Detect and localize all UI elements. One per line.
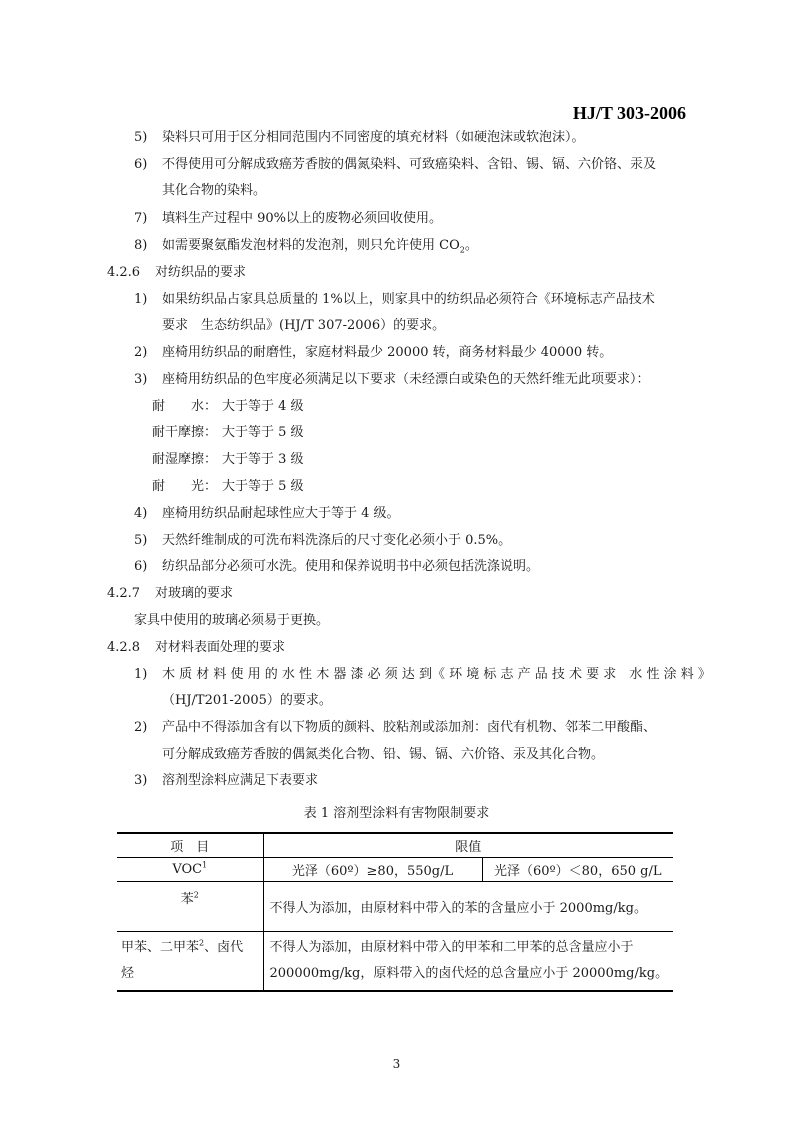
fastness-value: 大于等于 5 级 [222,425,304,440]
fastness-label: 耐干摩擦： [152,425,218,440]
toluene-label: 甲苯、二甲苯$^2$、卤代 烃 [117,931,263,991]
fastness-value: 大于等于 3 级 [222,452,304,467]
item-number: 2) [134,345,148,360]
item-number: 7) [134,211,148,226]
table-row [117,881,673,931]
item-text: 不得使用可分解成致癌芳香胺的偶氮染料、可致癌染料、含铅、锡、镉、六价铬、汞及 [162,157,657,172]
header-limit: 限值 [263,833,673,857]
item-number: 6) [134,157,148,172]
item-number: 5) [134,533,148,548]
item-text: 染料只可用于区分相同范围内不同密度的填充材料（如硬泡沫或软泡沫）。 [162,130,585,145]
standard-code: HJ/T 303-2006 [572,103,686,123]
fastness-value: 大于等于 4 级 [222,399,304,414]
fastness-label: 耐湿摩擦： [152,452,218,467]
voc-limit-high-gloss: 光泽（60º）≥80，550g/L [263,857,482,881]
section-title: 对材料表面处理的要求 [155,640,286,655]
limits-table [117,832,673,992]
fastness-label: 耐 光： [152,479,218,494]
section-number: 4.2.7 [107,586,141,601]
item-text: 填料生产过程中 90%以上的废物必须回收使用。 [162,211,443,226]
section-number: 4.2.6 [107,265,141,280]
item-number: 3) [134,372,148,387]
item-number: 2) [134,720,148,735]
item-text: 座椅用纺织品的色牢度必须满足以下要求（未经漂白或染色的天然纤维无此项要求）： [162,372,650,387]
section-title: 对纺织品的要求 [155,265,247,280]
section-body: 家具中使用的玻璃必须易于更换。 [134,613,330,628]
benzene-limit: 不得人为添加，由原材料中带入的苯的含量应小于 2000mg/kg。 [263,881,673,931]
page-number: 3 [392,1057,401,1071]
item-text: 木 质 材 料 使 用 的 水 性 木 器 漆 必 须 达 到《 环 境 标 志 产 品 技 术 要 求 水 性 涂 料 》 [162,667,711,682]
table-row [117,931,673,991]
item-number: 1) [134,292,148,307]
item-text: 产品中不得添加含有以下物质的颜料、胶粘剂或添加剂：卤代有机物、邻苯二甲酸酯、 [162,720,657,735]
benzene-label: 苯$^2$ [117,881,263,931]
table-caption: 表 1 溶剂型涂料有害物限制要求 [303,806,490,821]
item-text: 可分解成致癌芳香胺的偶氮类化合物、铅、锡、镉、六价铬、汞及其化合物。 [162,747,605,762]
table-header-row [117,833,673,857]
voc-limit-low-gloss: 光泽（60º）＜80，650 g/L [482,857,673,881]
item-number: 3) [134,773,148,788]
item-text: 纺织品部分必须可水洗。使用和保养说明书中必须包括洗涤说明。 [162,559,540,574]
toluene-limit: 不得人为添加，由原材料中带入的甲苯和二甲苯的总含量应小于 200000mg/kg，原料带入的卤代烃的总含量应小于 20000mg/kg。 [263,931,673,991]
item-text: （HJ/T201-2005）的要求。 [162,693,332,708]
item-number: 5) [134,130,148,145]
item-text: 如果纺织品占家具总质量的 1%以上，则家具中的纺织品必须符合《环境标志产品技术 [162,292,655,307]
voc-label: VOC$^1$ [117,857,263,881]
header-item: 项 目 [117,833,263,857]
item-number: 1) [134,667,148,682]
fastness-value: 大于等于 5 级 [222,479,304,494]
item-text: 座椅用纺织品耐起球性应大于等于 4 级。 [162,506,400,521]
item-number: 8) [134,238,148,253]
item-number: 4) [134,506,148,521]
item-text: 溶剂型涂料应满足下表要求 [162,773,319,788]
item-text: 要求 生态纺织品》(HJ/T 307-2006）的要求。 [162,318,446,333]
section-title: 对玻璃的要求 [155,586,234,601]
item-text: 座椅用纺织品的耐磨性，家庭材料最少 20000 转，商务材料最少 40000 转。 [162,345,613,360]
item-text: 天然纤维制成的可洗布料洗涤后的尺寸变化必须小于 0.5%。 [162,533,512,548]
item-text: 如需要聚氨酯发泡材料的发泡剂，则只允许使用 $CO_2$。 [162,238,478,255]
table-row [117,857,673,881]
fastness-label: 耐 水： [152,399,218,414]
section-number: 4.2.8 [107,640,141,655]
item-text: 其化合物的染料。 [162,183,267,198]
item-number: 6) [134,559,148,574]
